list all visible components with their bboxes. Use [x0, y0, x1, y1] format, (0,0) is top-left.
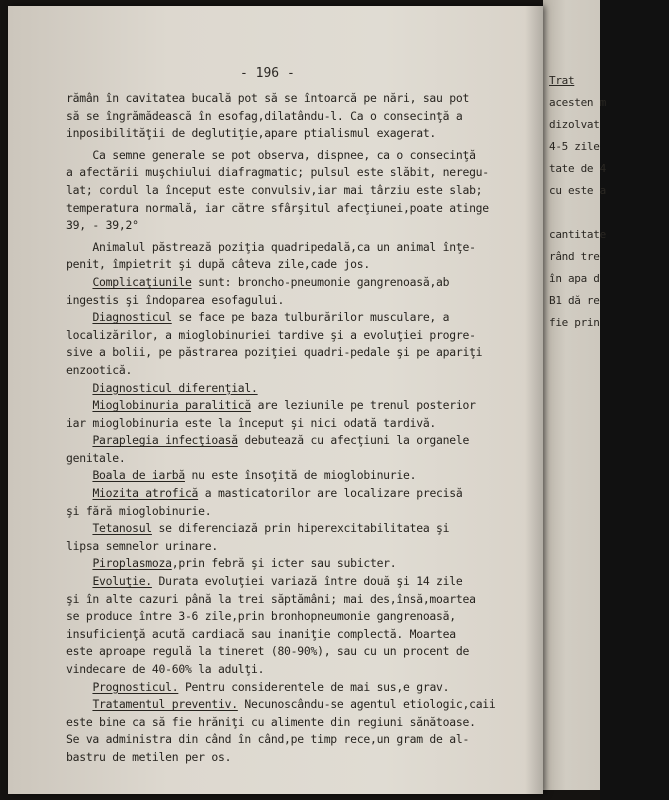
text-line: se produce între 3-6 zile,prin bronhopneumonie gangrenoasă, — [66, 609, 456, 624]
text-line — [66, 309, 536, 327]
line-text: sunt: broncho-pneumonie gangrenoasă,ab — [191, 274, 450, 289]
text-line — [66, 274, 536, 292]
section-heading: Paraplegia infecţioasă — [92, 433, 238, 448]
line-indent — [66, 521, 92, 535]
next-page-line: în apa d — [549, 272, 600, 285]
text-line: este aproape regulă la tineret (80-90%), sau cu un procent de — [66, 644, 470, 659]
text-line — [66, 485, 536, 503]
line-indent — [66, 398, 92, 412]
line-indent — [66, 275, 92, 289]
text-line — [66, 555, 536, 573]
text-line: ingestis şi îndoparea esofagului. — [66, 292, 285, 307]
section-heading: Miozita atrofică — [92, 486, 199, 501]
line-text: se face pe baza tulburărilor musculare, a — [171, 310, 450, 325]
section-heading: Diagnosticul diferenţial. — [92, 380, 258, 395]
line-text: Pentru considerentele de mai sus,e grav. — [178, 679, 450, 694]
next-page-line: fie prin — [549, 316, 600, 329]
section-heading: Tratamentul preventiv. — [92, 697, 238, 712]
document-page — [8, 6, 543, 794]
text-line: bastru de metilen per os. — [66, 749, 232, 764]
line-indent — [66, 486, 92, 500]
section-heading: Complicaţiunile — [92, 274, 192, 289]
next-page-line — [549, 202, 669, 224]
text-line — [66, 380, 536, 398]
text-line — [66, 520, 536, 538]
text-line: genitale. — [66, 450, 126, 465]
next-page-edge — [543, 0, 606, 790]
next-page-line: rând tre — [549, 250, 600, 263]
line-text: debutează cu afecţiuni la organele — [237, 433, 470, 448]
line-text: a masticatorilor are localizare precisă — [198, 486, 463, 501]
line-text: ,prin febră şi icter sau subicter. — [171, 556, 397, 571]
next-page-line: 4-5 zile — [549, 140, 600, 153]
line-indent — [66, 556, 92, 570]
text-line: lipsa semnelor urinare. — [66, 538, 218, 553]
text-line: iar mioglobinuria este la început şi nici odată tardivă. — [66, 415, 437, 430]
text-line: 39, - 39,2° — [66, 218, 139, 233]
text-line: temperatura normală, iar către sfârşitul afecţiunei,poate atinge — [66, 200, 489, 215]
text-line — [66, 467, 536, 485]
text-line — [66, 696, 536, 714]
text-line: enzootică. — [66, 362, 133, 377]
line-text: Necunoscându-se agentul etiologic,caii — [237, 697, 496, 712]
next-page-line: Trat — [549, 74, 575, 87]
text-line: Se va administra din când în când,pe timp rece,un gram de al- — [66, 732, 470, 747]
text-line: este bine ca să fie hrăniţi cu alimente din regiuni sănătoase. — [66, 714, 476, 729]
text-line: să se îngrămădească în esofag,dilatându-l. Ca o consecinţă a — [66, 108, 463, 123]
page-body-text — [66, 90, 536, 767]
next-page-line: tate de 4 — [549, 162, 606, 175]
next-page-text — [549, 70, 669, 334]
line-indent — [66, 310, 92, 324]
text-line: rămân în cavitatea bucală pot să se întoarcă pe nări, sau pot — [66, 91, 470, 105]
text-line: sive a bolii, pe păstrarea poziţiei quadri-pedale şi pe apariţi — [66, 345, 483, 360]
line-text: nu este însoţită de mioglobinurie. — [184, 468, 417, 483]
section-heading: Prognosticul. — [92, 679, 179, 694]
text-line: lat; cordul la început este convulsiv,iar mai târziu este slab; — [66, 182, 483, 197]
section-heading: Piroplasmoza — [92, 556, 172, 571]
next-page-line: acesten m — [549, 96, 606, 109]
section-heading: Boala de iarbă — [92, 468, 185, 483]
text-line: insuficienţă acută cardiacă sau inaniţie complectă. Moartea — [66, 626, 456, 641]
text-line: localizărilor, a mioglobinuriei tardive şi a evoluţiei progre- — [66, 327, 476, 342]
next-page-line: B1 dă re — [549, 294, 600, 307]
next-page-line: cu este a — [549, 184, 606, 197]
page-number: - 196 - — [240, 66, 295, 81]
line-indent — [66, 468, 92, 482]
text-line: Animalul păstrează poziţia quadripedală,ca un animal înţe- — [66, 239, 476, 254]
section-heading: Mioglobinuria paralitică — [92, 398, 252, 413]
section-heading: Tetanosul — [92, 521, 152, 536]
line-text: are leziunile pe trenul posterior — [251, 398, 476, 413]
text-line: vindecare de 40-60% la adulţi. — [66, 662, 265, 676]
line-text: se diferenciază prin hiperexcitabilitatea şi — [151, 521, 450, 536]
text-line — [66, 397, 536, 415]
line-text: Durata evoluţiei variază între două şi 14 zile — [151, 574, 463, 589]
text-line — [66, 432, 536, 450]
text-line: inposibilităţii de deglutiţie,apare ptialismul exagerat. — [66, 126, 437, 141]
line-indent — [66, 574, 92, 588]
line-indent — [66, 680, 92, 694]
text-line: şi fără mioglobinurie. — [66, 503, 212, 518]
text-line: şi în alte cazuri până la trei săptămâni; mai des,însă,moartea — [66, 591, 476, 606]
line-indent — [66, 697, 92, 711]
text-line: Ca semne generale se pot observa, dispnee, ca o consecinţă — [66, 147, 476, 162]
next-page-line: dizolvat — [549, 118, 600, 131]
text-line — [66, 573, 536, 591]
text-line: a afectării muşchiului diafragmatic; pulsul este slăbit, neregu- — [66, 165, 489, 180]
section-heading: Diagnosticul — [92, 310, 172, 325]
section-heading: Evoluţie. — [92, 574, 152, 589]
next-page-line: cantitate — [549, 228, 606, 241]
line-indent — [66, 433, 92, 447]
line-indent — [66, 381, 92, 395]
text-line — [66, 679, 536, 697]
text-line: penit, împietrit şi după câteva zile,cade jos. — [66, 257, 370, 272]
